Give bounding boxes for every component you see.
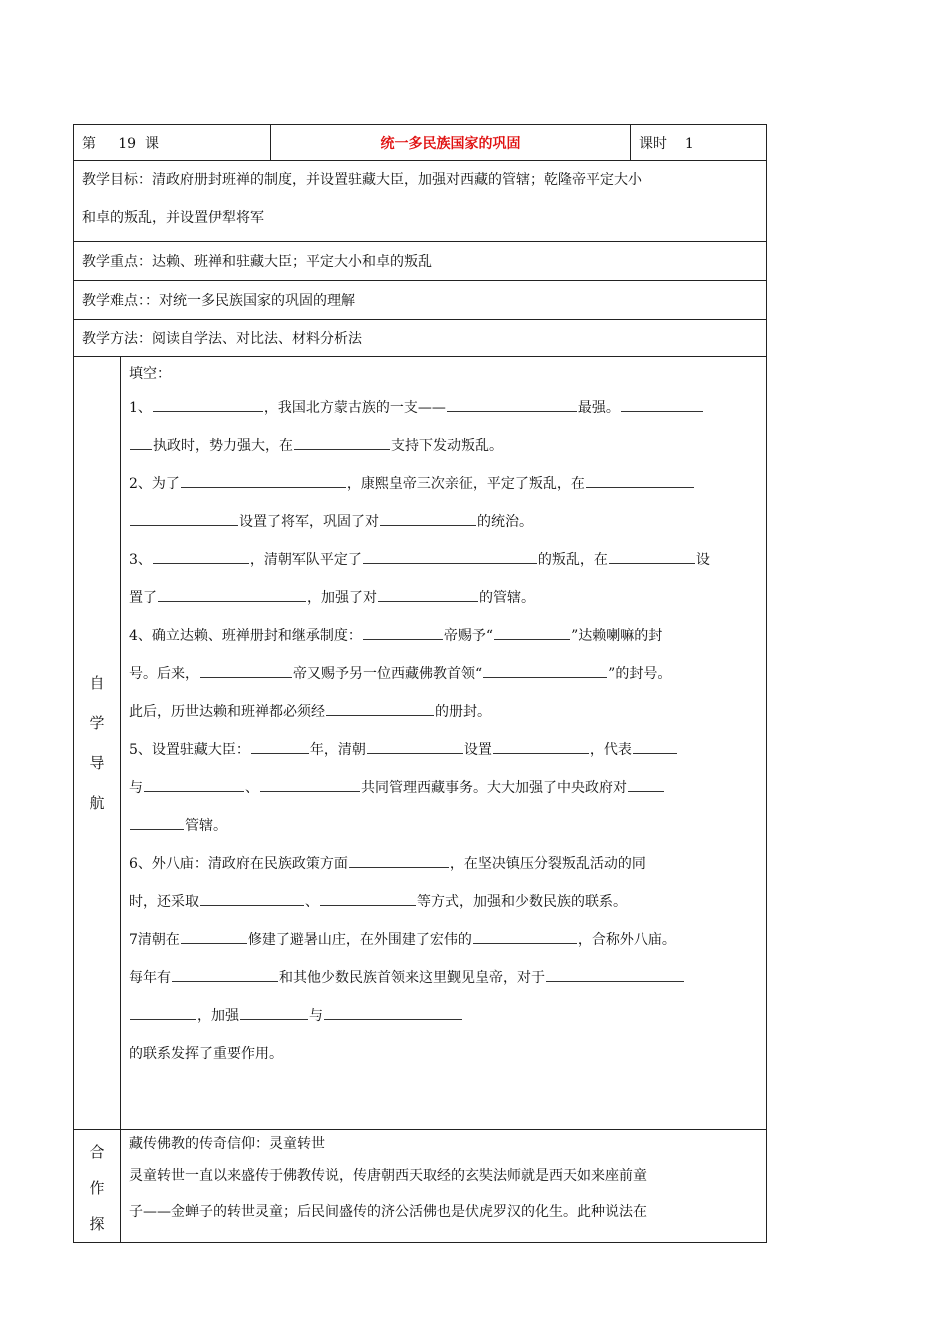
- question-7-end: 的联系发挥了重要作用。: [129, 1046, 283, 1062]
- answer-blank[interactable]: [586, 472, 694, 488]
- objectives-line-1: 教学目标：清政府册封班禅的制度，并设置驻藏大臣，加强对西藏的管辖；乾隆帝平定大小: [82, 172, 642, 188]
- answer-blank[interactable]: [546, 966, 684, 982]
- lesson-number: 19: [118, 135, 137, 152]
- answer-blank[interactable]: [609, 548, 695, 564]
- self-study-side-label: [74, 357, 121, 1130]
- answer-blank[interactable]: [363, 548, 537, 564]
- self-study-row: [74, 357, 767, 1130]
- side-char: 自: [89, 674, 105, 692]
- question-3-cont: 置了 ，加强了对 的管辖。: [129, 579, 758, 617]
- objectives-cell: [74, 161, 767, 242]
- difficulties-row: [74, 281, 767, 320]
- question-1: 1、 ，我国北方蒙古族的一支—— 最强。: [129, 389, 758, 427]
- question-5-cont: 与 、 共同管理西藏事务。大大加强了中央政府对: [129, 769, 758, 807]
- answer-blank[interactable]: [367, 738, 463, 754]
- key-points-row: [74, 242, 767, 281]
- lesson-number-cell: [74, 125, 271, 161]
- question-2: 2、为了 ，康熙皇帝三次亲征，平定了叛乱，在: [129, 465, 758, 503]
- question-7-cont: 每年有 和其他少数民族首领来这里觐见皇帝，对于: [129, 959, 758, 997]
- cooperation-title: 藏传佛教的传奇信仰：灵童转世: [129, 1136, 325, 1152]
- answer-blank[interactable]: [621, 396, 703, 412]
- question-6: 6、外八庙：清政府在民族政策方面 ，在坚决镇压分裂叛乱活动的同: [129, 845, 758, 883]
- side-char: 探: [89, 1215, 105, 1233]
- side-char: 学: [89, 714, 105, 732]
- answer-blank[interactable]: [130, 434, 152, 450]
- answer-blank[interactable]: [349, 852, 449, 868]
- key-points: 教学重点：达赖、班禅和驻藏大臣；平定大小和卓的叛乱: [74, 242, 767, 281]
- answer-blank[interactable]: [158, 586, 306, 602]
- answer-blank[interactable]: [447, 396, 577, 412]
- answer-blank[interactable]: [181, 472, 346, 488]
- answer-blank[interactable]: [153, 548, 249, 564]
- answer-blank[interactable]: [493, 738, 589, 754]
- answer-blank[interactable]: [378, 586, 478, 602]
- answer-blank[interactable]: [200, 662, 292, 678]
- objectives-row: [74, 161, 767, 242]
- difficulties: 教学难点：：对统一多民族国家的巩固的理解: [74, 281, 767, 320]
- side-char: 合: [89, 1143, 105, 1161]
- question-6-cont: 时，还采取 、 等方式，加强和少数民族的联系。: [129, 883, 758, 921]
- question-5-cont: 管辖。: [129, 807, 758, 845]
- question-5: 5、设置驻藏大臣： 年，清朝 设置 ，代表: [129, 731, 758, 769]
- answer-blank[interactable]: [144, 776, 244, 792]
- answer-blank[interactable]: [326, 700, 434, 716]
- methods: 教学方法：阅读自学法、对比法、材料分析法: [74, 320, 767, 357]
- lesson-prefix: 第: [82, 135, 96, 152]
- answer-blank[interactable]: [380, 510, 476, 526]
- answer-blank[interactable]: [130, 814, 184, 830]
- cooperation-side-label: [74, 1130, 121, 1243]
- objectives-line-2: 和卓的叛乱，并设置伊犁将军: [82, 210, 264, 226]
- answer-blank[interactable]: [130, 510, 238, 526]
- side-char: 航: [89, 794, 105, 812]
- answer-blank[interactable]: [473, 928, 577, 944]
- answer-blank[interactable]: [260, 776, 360, 792]
- lesson-plan-table: [73, 124, 767, 1243]
- cooperation-line-2: 子——金蝉子的转世灵童；后民间盛传的济公活佛也是伏虎罗汉的化生。此种说法在: [129, 1204, 647, 1220]
- self-study-content: [121, 357, 767, 1130]
- cooperation-line-1: 灵童转世一直以来盛传于佛教传说，传唐朝西天取经的玄奘法师就是西天如来座前童: [129, 1168, 647, 1184]
- question-4-cont: 号。后来， 帝又赐予另一位西藏佛教首领“ ”的封号。: [129, 655, 758, 693]
- methods-row: [74, 320, 767, 357]
- period-label: 课时: [639, 135, 667, 152]
- answer-blank[interactable]: [294, 434, 390, 450]
- answer-blank[interactable]: [628, 776, 664, 792]
- question-3: 3、 ，清朝军队平定了 的叛乱，在 设: [129, 541, 758, 579]
- answer-blank[interactable]: [251, 738, 309, 754]
- cooperation-content: [121, 1130, 767, 1243]
- answer-blank[interactable]: [130, 1004, 196, 1020]
- answer-blank[interactable]: [633, 738, 677, 754]
- answer-blank[interactable]: [181, 928, 247, 944]
- period-value: 1: [684, 135, 694, 152]
- question-1-cont: 执政时，势力强大，在 支持下发动叛乱。: [129, 427, 758, 465]
- answer-blank[interactable]: [483, 662, 607, 678]
- question-7: 7清朝在 修建了避暑山庄，在外围建了宏伟的 ，合称外八庙。: [129, 921, 758, 959]
- answer-blank[interactable]: [320, 890, 416, 906]
- period-cell: [631, 125, 767, 161]
- answer-blank[interactable]: [200, 890, 304, 906]
- lesson-title: 统一多民族国家的巩固: [271, 125, 631, 161]
- answer-blank[interactable]: [324, 1004, 462, 1020]
- fill-intro: 填空：: [129, 366, 171, 382]
- question-4: 4、确立达赖、班禅册封和继承制度： 帝赐予“ ”达赖喇嘛的封: [129, 617, 758, 655]
- answer-blank[interactable]: [153, 396, 263, 412]
- question-2-cont: 设置了将军，巩固了对 的统治。: [129, 503, 758, 541]
- answer-blank[interactable]: [363, 624, 443, 640]
- answer-blank[interactable]: [240, 1004, 308, 1020]
- lesson-suffix: 课: [145, 135, 159, 152]
- answer-blank[interactable]: [172, 966, 278, 982]
- side-char: 导: [89, 754, 105, 772]
- side-char: 作: [89, 1179, 105, 1197]
- header-row: [74, 125, 767, 161]
- answer-blank[interactable]: [494, 624, 570, 640]
- question-4-cont: 此后，历世达赖和班禅都必须经 的册封。: [129, 693, 758, 731]
- question-7-cont: ，加强 与: [129, 997, 758, 1035]
- cooperation-row: [74, 1130, 767, 1243]
